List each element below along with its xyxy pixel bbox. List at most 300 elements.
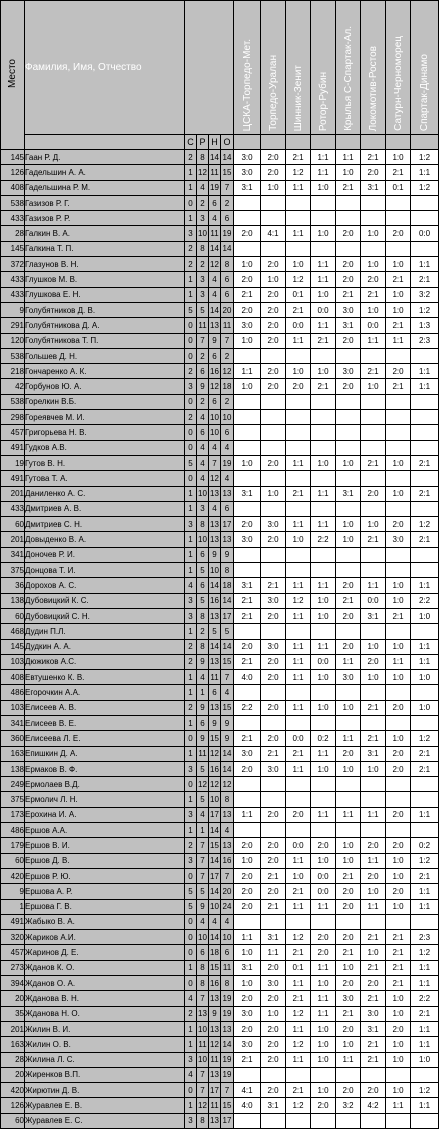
stat-cell: 10 [197, 1021, 209, 1036]
place-cell: 120 [1, 333, 25, 348]
name-cell: Жданова В. Н. [25, 991, 185, 1006]
name-cell: Донцова Т. И. [25, 563, 185, 578]
result-cell: 2:1 [234, 731, 261, 746]
result-cell [311, 777, 336, 792]
stat-cell: 9 [197, 700, 209, 715]
name-cell: Жилин В. И. [25, 1021, 185, 1036]
table-row [1, 700, 439, 715]
result-cell: 1:0 [311, 976, 336, 991]
table-row [1, 241, 439, 256]
stat-cell: 24 [221, 899, 234, 914]
result-cell: 1:0 [386, 1006, 411, 1021]
stat-cell: 5 [185, 302, 197, 317]
result-cell [311, 547, 336, 562]
stat-cell: 17 [221, 1113, 234, 1128]
stat-cell: 13 [209, 700, 221, 715]
result-cell: 1:0 [386, 853, 411, 868]
table-row [1, 394, 439, 409]
result-cell: 2:0 [234, 761, 261, 776]
result-cell: 2:1 [286, 486, 311, 501]
result-cell [411, 410, 439, 425]
name-cell: Ерохина И. А. [25, 807, 185, 822]
result-cell: 1:2 [411, 731, 439, 746]
result-cell: 1:0 [386, 455, 411, 470]
stat-cell: 7 [197, 1067, 209, 1082]
result-cell [386, 1067, 411, 1082]
stat-cell: 7 [221, 333, 234, 348]
table-row [1, 318, 439, 333]
name-cell: Евтушенко К. В. [25, 670, 185, 685]
result-cell: 3:0 [234, 532, 261, 547]
result-cell: 1:1 [361, 807, 386, 822]
result-cell: 3:0 [261, 517, 286, 532]
result-cell: 1:1 [361, 899, 386, 914]
result-cell: 2:0 [336, 639, 361, 654]
result-cell: 1:1 [286, 226, 311, 241]
table-row [1, 348, 439, 363]
name-cell: Глушков М. В. [25, 272, 185, 287]
result-cell [411, 777, 439, 792]
result-cell: 2:0 [261, 364, 286, 379]
stat-cell: 12 [197, 165, 209, 180]
result-cell [311, 1113, 336, 1128]
name-cell: Газизов Р. Г. [25, 195, 185, 210]
result-cell: 2:1 [386, 165, 411, 180]
result-cell [286, 348, 311, 363]
stat-cell: 0 [185, 945, 197, 960]
stat-cell: 8 [221, 563, 234, 578]
result-cell: 2:0 [261, 960, 286, 975]
result-cell [336, 501, 361, 516]
result-cell [261, 394, 286, 409]
table-row [1, 563, 439, 578]
table-row [1, 868, 439, 883]
result-cell [286, 195, 311, 210]
stat-cell: 2 [197, 394, 209, 409]
result-cell: 2:1 [361, 1037, 386, 1052]
stat-cell: 12 [209, 379, 221, 394]
result-cell: 1:0 [361, 226, 386, 241]
place-cell: 60 [1, 608, 25, 623]
result-cell [361, 1067, 386, 1082]
result-cell: 0:1 [286, 960, 311, 975]
result-cell: 2:0 [386, 838, 411, 853]
result-cell: 1:2 [286, 165, 311, 180]
result-cell: 2:1 [386, 930, 411, 945]
result-cell: 1:0 [411, 608, 439, 623]
stat-cell: 13 [209, 517, 221, 532]
result-cell: 1:0 [386, 578, 411, 593]
stat-cell: 9 [209, 547, 221, 562]
stat-cell: 13 [221, 532, 234, 547]
place-cell: 138 [1, 593, 25, 608]
stat-cell: 0 [185, 976, 197, 991]
stat-cell: 9 [197, 379, 209, 394]
result-cell: 1:0 [311, 455, 336, 470]
result-cell: 2:0 [286, 379, 311, 394]
place-cell: 486 [1, 685, 25, 700]
table-row [1, 364, 439, 379]
result-cell: 0:2 [411, 838, 439, 853]
stat-cell: 2 [185, 1006, 197, 1021]
stat-cell: 11 [209, 1052, 221, 1067]
result-cell: 0:0 [361, 318, 386, 333]
result-cell [386, 715, 411, 730]
result-cell: 2:1 [336, 287, 361, 302]
result-cell [261, 685, 286, 700]
result-cell [361, 425, 386, 440]
stat-cell: 13 [221, 838, 234, 853]
stat-cell: 6 [209, 348, 221, 363]
result-cell [411, 501, 439, 516]
match-subheader [336, 135, 361, 150]
place-cell: 145 [1, 639, 25, 654]
result-cell: 2:0 [234, 517, 261, 532]
name-cell: Ершов Р. Ю. [25, 868, 185, 883]
stat-cell: 4 [221, 823, 234, 838]
name-cell: Дмитриев А. В. [25, 501, 185, 516]
table-row [1, 1006, 439, 1021]
stat-cell: 13 [209, 608, 221, 623]
place-cell: 372 [1, 257, 25, 272]
result-cell: 2:0 [286, 807, 311, 822]
result-cell: 2:1 [311, 379, 336, 394]
result-cell [336, 471, 361, 486]
result-cell [411, 440, 439, 455]
result-cell: 2:2 [234, 700, 261, 715]
result-cell: 2:0 [336, 379, 361, 394]
result-cell: 1:1 [311, 578, 336, 593]
result-cell [311, 394, 336, 409]
stat-cell: 4 [197, 807, 209, 822]
match-subheader [261, 135, 286, 150]
stat-cell: 2 [197, 195, 209, 210]
result-cell: 1:0 [361, 379, 386, 394]
stat-cell: 2 [197, 624, 209, 639]
result-cell [336, 624, 361, 639]
result-cell [286, 685, 311, 700]
result-cell: 2:1 [386, 379, 411, 394]
result-cell [311, 410, 336, 425]
name-cell: Жданов К. О. [25, 960, 185, 975]
stat-cell: 0 [185, 868, 197, 883]
result-cell: 1:0 [361, 517, 386, 532]
result-cell: 1:1 [386, 654, 411, 669]
result-cell: 2:1 [286, 884, 311, 899]
result-cell: 1:1 [286, 639, 311, 654]
result-cell: 1:1 [411, 578, 439, 593]
result-cell: 1:1 [261, 945, 286, 960]
result-cell [261, 823, 286, 838]
result-cell: 3:1 [336, 486, 361, 501]
result-cell: 0:0 [286, 318, 311, 333]
stat-cell: 10 [197, 930, 209, 945]
stat-cell: 0 [185, 425, 197, 440]
result-cell: 2:1 [286, 302, 311, 317]
result-cell: 1:2 [286, 272, 311, 287]
result-cell: 1:1 [411, 1098, 439, 1113]
place-cell: 375 [1, 792, 25, 807]
result-cell [234, 501, 261, 516]
stat-header-s: С [185, 135, 197, 150]
stat-cell: 10 [209, 410, 221, 425]
result-cell [361, 792, 386, 807]
stat-cell: 20 [221, 302, 234, 317]
result-cell: 2:2 [411, 991, 439, 1006]
stat-cell: 19 [221, 1067, 234, 1082]
result-cell: 1:0 [336, 853, 361, 868]
result-cell [386, 241, 411, 256]
stat-cell: 17 [209, 868, 221, 883]
table-row [1, 1052, 439, 1067]
result-cell: 0:1 [286, 287, 311, 302]
result-cell [336, 547, 361, 562]
name-cell: Жилина Л. С. [25, 1052, 185, 1067]
stat-cell: 2 [197, 348, 209, 363]
stat-cell: 0 [185, 777, 197, 792]
result-cell: 2:1 [386, 318, 411, 333]
result-cell: 2:0 [261, 1021, 286, 1036]
result-cell: 2:0 [386, 226, 411, 241]
table-row [1, 333, 439, 348]
result-cell: 1:1 [361, 853, 386, 868]
stat-cell: 1 [185, 180, 197, 195]
result-cell: 1:2 [411, 302, 439, 317]
stat-cell: 8 [221, 976, 234, 991]
stat-cell: 7 [221, 868, 234, 883]
match-subheader [286, 135, 311, 150]
name-cell: Голубятникова Д. А. [25, 318, 185, 333]
result-cell [261, 410, 286, 425]
stat-cell: 5 [197, 563, 209, 578]
result-cell [311, 823, 336, 838]
stat-cell: 5 [197, 593, 209, 608]
result-cell: 1:0 [361, 884, 386, 899]
name-cell: Ершов Д. В. [25, 853, 185, 868]
stat-cell: 5 [197, 761, 209, 776]
result-cell: 2:0 [336, 930, 361, 945]
result-cell: 1:1 [311, 150, 336, 165]
result-cell: 2:0 [261, 1052, 286, 1067]
result-cell [361, 195, 386, 210]
result-cell: 3:0 [234, 150, 261, 165]
place-cell: 60 [1, 517, 25, 532]
result-cell: 2:2 [411, 593, 439, 608]
result-cell: 3:1 [234, 486, 261, 501]
match-header: Спартак-Динамо [411, 1, 439, 135]
table-row [1, 471, 439, 486]
table-row [1, 639, 439, 654]
stat-cell: 6 [221, 425, 234, 440]
result-cell [286, 547, 311, 562]
stat-cell: 4 [197, 410, 209, 425]
place-cell: 35 [1, 1006, 25, 1021]
stat-cell: 11 [221, 960, 234, 975]
name-cell: Елисеев А. В. [25, 700, 185, 715]
stat-cell: 2 [185, 410, 197, 425]
stat-cell: 3 [185, 379, 197, 394]
name-cell: Жирютин Д. В. [25, 1083, 185, 1098]
result-cell: 2:3 [411, 333, 439, 348]
stat-cell: 3 [185, 517, 197, 532]
result-cell: 1:0 [336, 455, 361, 470]
name-cell: Ермолич Л. Н. [25, 792, 185, 807]
result-cell: 1:1 [286, 517, 311, 532]
stat-cell: 1 [185, 532, 197, 547]
stat-cell: 3 [185, 853, 197, 868]
result-cell: 2:0 [261, 670, 286, 685]
result-cell: 1:1 [336, 807, 361, 822]
place-cell: 491 [1, 914, 25, 929]
result-cell: 2:0 [234, 868, 261, 883]
result-cell: 1:1 [336, 654, 361, 669]
result-cell: 1:0 [234, 976, 261, 991]
stat-cell: 1 [185, 1021, 197, 1036]
result-cell: 1:0 [336, 838, 361, 853]
result-cell: 3:0 [336, 670, 361, 685]
result-cell: 2:0 [361, 272, 386, 287]
result-cell [411, 1113, 439, 1128]
result-cell: 1:1 [411, 379, 439, 394]
result-cell: 2:1 [361, 700, 386, 715]
name-cell: Жилин О. В. [25, 1037, 185, 1052]
stat-cell: 7 [197, 868, 209, 883]
result-cell: 2:1 [336, 868, 361, 883]
stat-cell: 2 [185, 150, 197, 165]
result-cell: 2:1 [336, 593, 361, 608]
result-cell [336, 777, 361, 792]
result-cell: 1:0 [286, 868, 311, 883]
result-cell: 1:0 [286, 364, 311, 379]
stat-cell: 17 [221, 608, 234, 623]
result-cell: 1:0 [411, 700, 439, 715]
table-row [1, 624, 439, 639]
match-header: Шинник-Зенит [286, 1, 311, 135]
result-cell: 2:0 [386, 884, 411, 899]
stat-cell: 13 [209, 532, 221, 547]
stat-cell: 14 [209, 823, 221, 838]
name-cell: Жаринов Д. Е. [25, 945, 185, 960]
stat-cell: 8 [197, 960, 209, 975]
name-cell: Ермаков В. Ф. [25, 761, 185, 776]
result-cell: 0:0 [311, 302, 336, 317]
stat-cell: 8 [197, 1113, 209, 1128]
table-row [1, 746, 439, 761]
stat-cell: 6 [221, 287, 234, 302]
result-cell [411, 394, 439, 409]
name-cell: Жариков А.И. [25, 930, 185, 945]
result-cell [311, 1067, 336, 1082]
table-row [1, 578, 439, 593]
result-cell: 3:0 [234, 165, 261, 180]
stat-cell: 14 [221, 746, 234, 761]
table-row [1, 547, 439, 562]
result-cell [311, 440, 336, 455]
result-cell [234, 823, 261, 838]
result-cell: 3:1 [361, 608, 386, 623]
result-cell: 2:1 [261, 746, 286, 761]
name-cell: Григорьева Н. В. [25, 425, 185, 440]
match-subheader [411, 135, 439, 150]
result-cell [234, 715, 261, 730]
result-cell: 2:0 [261, 165, 286, 180]
result-cell: 1:0 [336, 700, 361, 715]
table-row [1, 1098, 439, 1113]
stat-cell: 3 [185, 608, 197, 623]
result-cell: 3:0 [234, 1037, 261, 1052]
result-cell [261, 715, 286, 730]
result-cell: 1:1 [311, 899, 336, 914]
stat-cell: 4 [221, 914, 234, 929]
place-cell: 20 [1, 991, 25, 1006]
table-row [1, 593, 439, 608]
place-cell: 341 [1, 715, 25, 730]
stat-cell: 12 [209, 257, 221, 272]
stat-cell: 2 [221, 348, 234, 363]
name-cell: Галкин В. А. [25, 226, 185, 241]
result-cell: 2:0 [336, 1021, 361, 1036]
stat-cell: 2 [185, 241, 197, 256]
result-cell: 1:1 [311, 807, 336, 822]
name-cell: Дмитриев С. Н. [25, 517, 185, 532]
table-row [1, 272, 439, 287]
place-cell: 163 [1, 746, 25, 761]
place-cell: 420 [1, 1083, 25, 1098]
result-cell: 1:1 [234, 807, 261, 822]
result-cell: 2:0 [361, 1083, 386, 1098]
stat-cell: 2 [185, 654, 197, 669]
result-cell [336, 394, 361, 409]
result-cell: 2:0 [336, 884, 361, 899]
result-cell [261, 1067, 286, 1082]
name-cell: Дудкин А. А. [25, 639, 185, 654]
result-cell [234, 547, 261, 562]
result-cell: 2:1 [361, 150, 386, 165]
result-cell: 1:0 [286, 257, 311, 272]
match-subheader [386, 135, 411, 150]
place-cell: 433 [1, 272, 25, 287]
result-cell [361, 241, 386, 256]
stat-cell: 12 [221, 777, 234, 792]
stat-cell: 20 [221, 884, 234, 899]
result-cell: 2:1 [336, 945, 361, 960]
result-cell: 1:1 [286, 1021, 311, 1036]
result-cell [336, 1067, 361, 1082]
stat-cell: 1 [185, 1098, 197, 1113]
result-cell: 1:1 [411, 165, 439, 180]
result-cell: 1:0 [361, 761, 386, 776]
result-cell [411, 241, 439, 256]
result-cell: 1:2 [411, 945, 439, 960]
result-cell: 2:1 [361, 960, 386, 975]
result-cell [234, 1113, 261, 1128]
result-cell: 1:0 [261, 180, 286, 195]
result-cell [411, 211, 439, 226]
place-cell: 538 [1, 348, 25, 363]
table-row [1, 150, 439, 165]
stat-cell: 14 [221, 639, 234, 654]
result-cell: 0:0 [286, 731, 311, 746]
stat-cell: 4 [209, 501, 221, 516]
table-row [1, 379, 439, 394]
result-cell: 1:2 [411, 853, 439, 868]
place-cell: 433 [1, 211, 25, 226]
result-cell: 1:0 [234, 945, 261, 960]
result-cell [411, 715, 439, 730]
result-cell: 1:0 [311, 1052, 336, 1067]
stat-cell: 3 [185, 1113, 197, 1128]
stat-cell: 4 [221, 440, 234, 455]
